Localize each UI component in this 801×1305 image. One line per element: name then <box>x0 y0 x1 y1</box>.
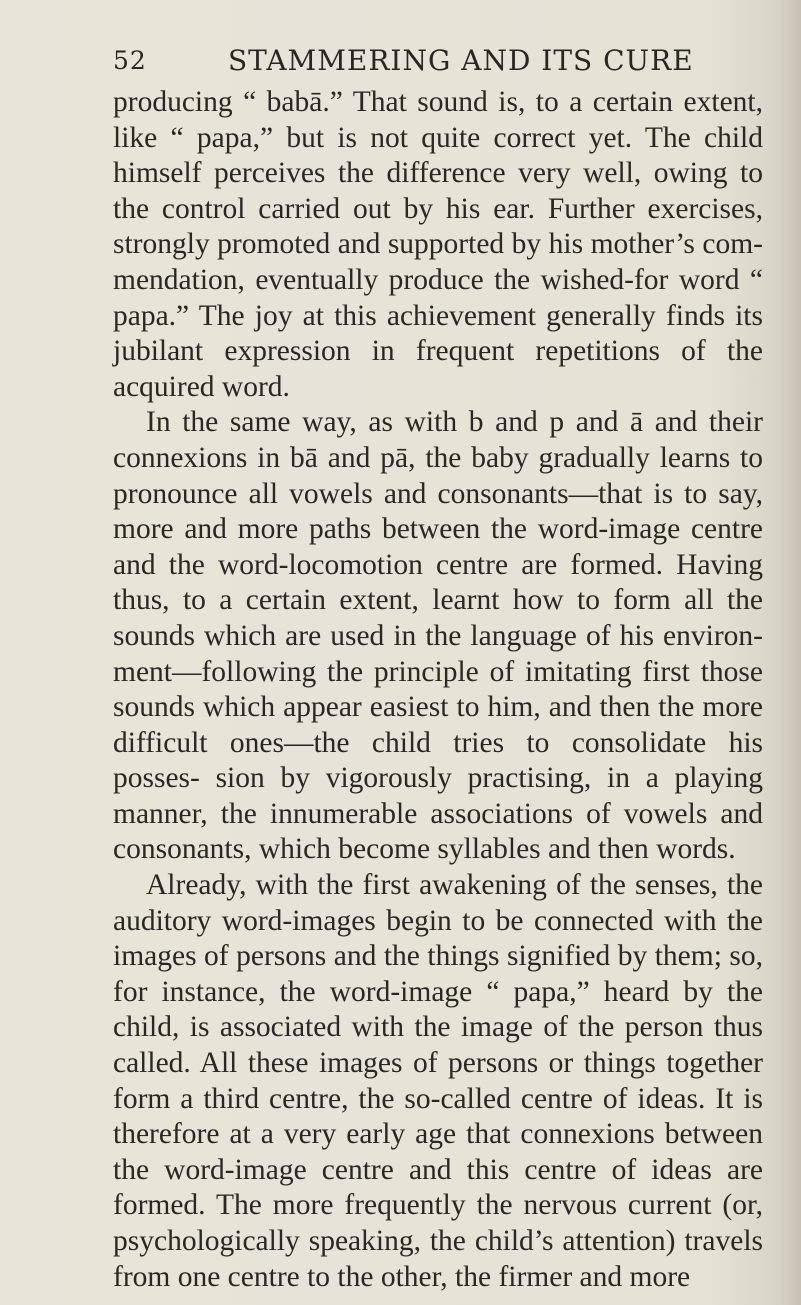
paragraph: producing “ babā.” That sound is, to a certain extent, like “ papa,” but is not quite correct yet. The child himself perceives the difference very well, owing to the control carried out by his ear. Further exercises, strongly promoted and supported by his mother’s com- mendation, eventually produce the wished-for word “ papa.” The joy at this achievement generally finds its jubilant expression in frequent repetitions of the acquired word. <box>113 86 763 403</box>
body-text <box>113 85 763 1295</box>
page-edge-shadow <box>779 0 801 1305</box>
paragraph: Already, with the first awakening of the senses, the auditory word-images begin to be connected with the images of persons and the things signified by them; so, for instance, the word-image “ papa,” heard by the child, is associated with the image of the person thus called. All these images of persons or things together form a third centre, the so-called centre of ideas. It is therefore at a very early age that connexions between the word-image centre and this centre of ideas are formed. The more frequently the nervous current (or, psychologically speaking, the child’s attention) travels from one centre to the other, the firmer and more <box>113 869 763 1293</box>
page-number: 52 <box>113 46 147 75</box>
running-title: STAMMERING AND ITS CURE <box>228 44 694 77</box>
paragraph: In the same way, as with b and p and ā and their connexions in bā and pā, the baby gradually learns to pronounce all vowels and consonants—that is to say, more and more paths between the word-image centre and the word-locomotion centre are formed. Having thus, to a certain extent, learnt how to form all the sounds which are used in the language of his environ- ment—following the principle of imitating first those sounds which appear easiest to him, and then the more difficult ones—the child tries to consolidate his posses- sion by vigorously practising, in a playing manner, the innumerable associations of vowels and consonants, which become syllables and then words. <box>113 406 763 866</box>
running-head <box>113 44 763 84</box>
